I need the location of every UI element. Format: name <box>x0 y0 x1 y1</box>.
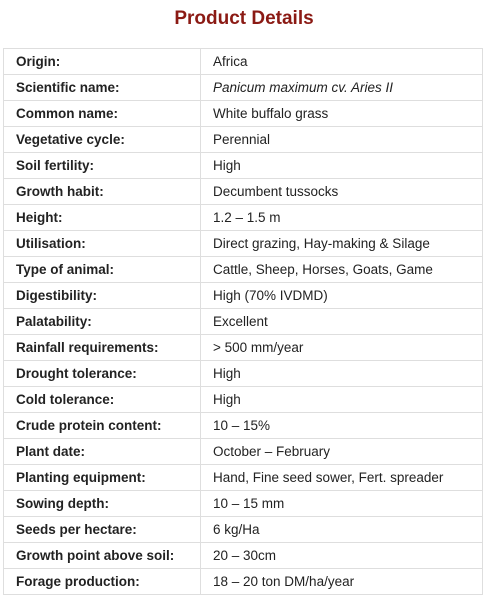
row-value: Direct grazing, Hay-making & Silage <box>201 231 483 257</box>
row-label: Height: <box>4 205 201 231</box>
row-value: 1.2 – 1.5 m <box>201 205 483 231</box>
row-label: Plant date: <box>4 439 201 465</box>
table-row <box>4 75 483 101</box>
page-title: Product Details <box>174 8 314 29</box>
row-label: Type of animal: <box>4 257 201 283</box>
row-value: Excellent <box>201 309 483 335</box>
row-value: > 500 mm/year <box>201 335 483 361</box>
table-row <box>4 543 483 569</box>
row-label: Utilisation: <box>4 231 201 257</box>
row-value: Cattle, Sheep, Horses, Goats, Game <box>201 257 483 283</box>
row-value: October – February <box>201 439 483 465</box>
table-row <box>4 439 483 465</box>
table-row <box>4 231 483 257</box>
row-label: Sowing depth: <box>4 491 201 517</box>
row-label: Digestibility: <box>4 283 201 309</box>
product-details-table <box>3 48 483 595</box>
table-row <box>4 309 483 335</box>
table-row <box>4 283 483 309</box>
row-value: High (70% IVDMD) <box>201 283 483 309</box>
row-value: Perennial <box>201 127 483 153</box>
row-label: Drought tolerance: <box>4 361 201 387</box>
row-label: Soil fertility: <box>4 153 201 179</box>
row-label: Rainfall requirements: <box>4 335 201 361</box>
table-row <box>4 387 483 413</box>
row-value: Decumbent tussocks <box>201 179 483 205</box>
row-value: Hand, Fine seed sower, Fert. spreader <box>201 465 483 491</box>
table-row <box>4 179 483 205</box>
row-label: Common name: <box>4 101 201 127</box>
table-row <box>4 465 483 491</box>
row-label: Origin: <box>4 49 201 75</box>
row-value: 10 – 15 mm <box>201 491 483 517</box>
row-value: 6 kg/Ha <box>201 517 483 543</box>
table-row <box>4 413 483 439</box>
row-value: 10 – 15% <box>201 413 483 439</box>
table-row <box>4 361 483 387</box>
row-label: Crude protein content: <box>4 413 201 439</box>
table-row <box>4 517 483 543</box>
table-row <box>4 49 483 75</box>
row-label: Forage production: <box>4 569 201 595</box>
row-value: Africa <box>201 49 483 75</box>
table-row <box>4 569 483 595</box>
row-value: White buffalo grass <box>201 101 483 127</box>
table-row <box>4 127 483 153</box>
row-label: Cold tolerance: <box>4 387 201 413</box>
row-label: Palatability: <box>4 309 201 335</box>
table-row <box>4 491 483 517</box>
row-value: Panicum maximum cv. Aries II <box>201 75 483 101</box>
row-value: 20 – 30cm <box>201 543 483 569</box>
row-label: Seeds per hectare: <box>4 517 201 543</box>
table-row <box>4 335 483 361</box>
row-label: Growth point above soil: <box>4 543 201 569</box>
table-row <box>4 205 483 231</box>
row-label: Scientific name: <box>4 75 201 101</box>
row-label: Vegetative cycle: <box>4 127 201 153</box>
row-value: High <box>201 387 483 413</box>
table-row <box>4 101 483 127</box>
row-value: High <box>201 361 483 387</box>
row-value: High <box>201 153 483 179</box>
row-label: Growth habit: <box>4 179 201 205</box>
table-row <box>4 153 483 179</box>
row-label: Planting equipment: <box>4 465 201 491</box>
table-row <box>4 257 483 283</box>
row-value: 18 – 20 ton DM/ha/year <box>201 569 483 595</box>
